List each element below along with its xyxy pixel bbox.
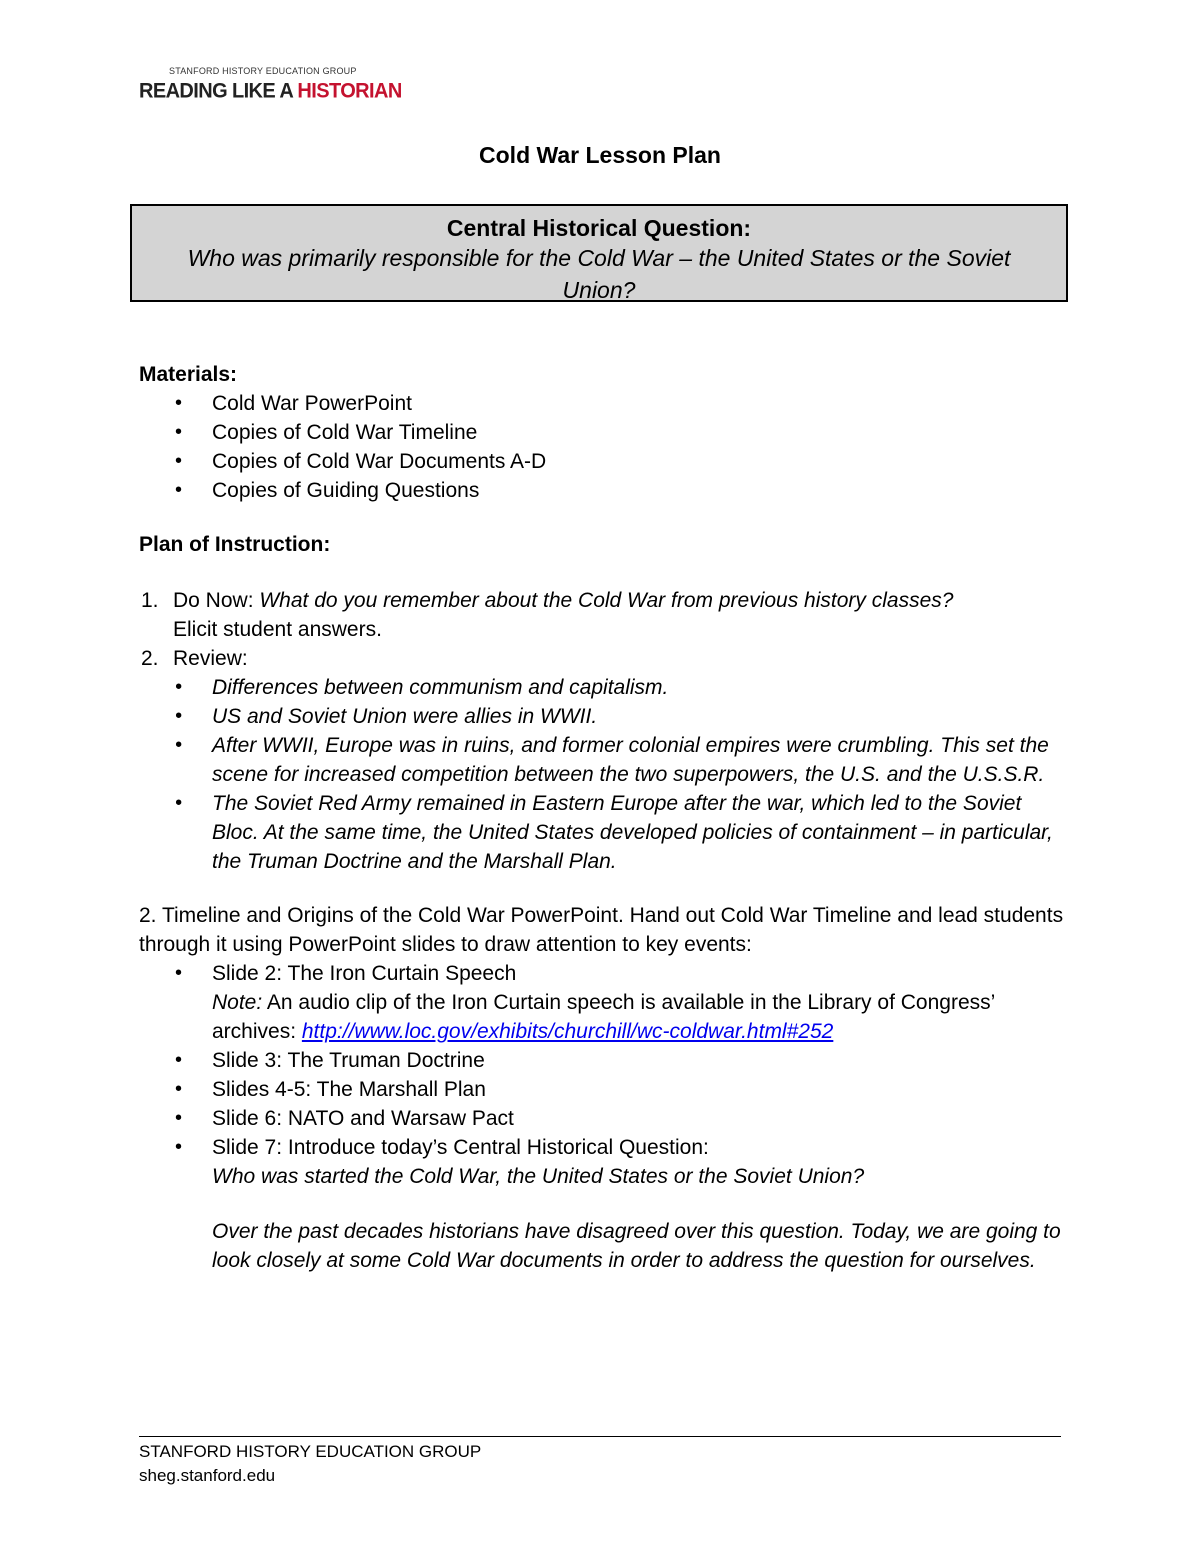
note-label: Note: <box>212 991 263 1014</box>
slide-2-note <box>212 988 1069 1046</box>
step-1 <box>139 586 1069 644</box>
plan-label: Plan of Instruction: <box>139 533 331 556</box>
slide-7-label: • Slide 7: Introduce today’s Central Historical Question: <box>212 1136 709 1159</box>
logo-main-part1: READING LIKE A <box>139 79 298 103</box>
loc-archive-link[interactable]: http://www.loc.gov/exhibits/churchill/wc-coldwar.html#252 <box>301 1020 834 1043</box>
step-1-lead: Do Now: <box>173 589 260 612</box>
logo-main-text <box>139 79 402 103</box>
materials-label: Materials: <box>139 363 238 386</box>
list-item: • Cold War PowerPoint <box>139 389 1069 418</box>
list-item: • Copies of Cold War Documents A-D <box>139 447 1069 476</box>
step-number: 1. <box>141 589 159 612</box>
list-item: • Slide 6: NATO and Warsaw Pact <box>139 1104 1069 1133</box>
list-item: • Slide 3: The Truman Doctrine <box>139 1046 1069 1075</box>
logo-main-part2: HISTORIAN <box>297 79 402 103</box>
list-item: • Differences between communism and capitalism. <box>139 673 1069 702</box>
central-question-box <box>130 204 1068 302</box>
slide-7-paragraph: Over the past decades historians have disagreed over this question. Today, we are going to look closely at some Cold War documents in order to address the question for ourselves. <box>212 1220 1061 1272</box>
list-item <box>139 959 1069 1046</box>
list-item: • The Soviet Red Army remained in Eastern Europe after the war, which led to the Soviet Bloc. At the same time, the United States developed policies of containment – in particular, the Truman Doctrine and the Marshall Plan. <box>139 789 1069 876</box>
step-1-question: What do you remember about the Cold War from previous history classes? <box>259 589 954 612</box>
central-question-text: Who was primarily responsible for the Cold War – the United States or the Soviet Union? <box>187 245 1011 303</box>
slide-7-question: Who was started the Cold War, the United States or the Soviet Union? <box>212 1165 865 1188</box>
step-2-lead: Review: <box>173 647 248 670</box>
materials-list <box>139 389 1069 505</box>
list-item: • Copies of Cold War Timeline <box>139 418 1069 447</box>
step-1-follow: Elicit student answers. <box>173 618 382 641</box>
review-list <box>139 673 1069 876</box>
slide-2-label: • Slide 2: The Iron Curtain Speech <box>212 962 517 985</box>
list-item: • After WWII, Europe was in ruins, and former colonial empires were crumbling. This set the scene for increased competition between the two superpowers, the U.S. and the U.S.S.R. <box>139 731 1069 789</box>
step-2 <box>139 644 1069 673</box>
list-item: • US and Soviet Union were allies in WWII. <box>139 702 1069 731</box>
list-item: • Copies of Guiding Questions <box>139 476 1069 505</box>
logo-small-text: STANFORD HISTORY EDUCATION GROUP <box>169 66 357 76</box>
note-text: An audio clip of the Iron Curtain speech is available in the Library of Congress’ archives: <box>212 991 995 1043</box>
page-footer <box>139 1440 481 1488</box>
lesson-body <box>139 360 1069 1275</box>
page-title: Cold War Lesson Plan <box>479 142 721 168</box>
footer-divider <box>139 1436 1061 1437</box>
step-timeline-intro: 2. Timeline and Origins of the Cold War PowerPoint. Hand out Cold War Timeline and lead students through it using PowerPoint slides to draw attention to key events: <box>139 904 1064 956</box>
step-number: 2. <box>141 647 159 670</box>
central-question-heading: Central Historical Question: <box>446 215 752 241</box>
list-item: • Slides 4-5: The Marshall Plan <box>139 1075 1069 1104</box>
footer-url: sheg.stanford.edu <box>139 1466 276 1485</box>
slides-list <box>139 959 1069 1275</box>
footer-org: STANFORD HISTORY EDUCATION GROUP <box>139 1442 482 1461</box>
list-item <box>139 1133 1069 1275</box>
